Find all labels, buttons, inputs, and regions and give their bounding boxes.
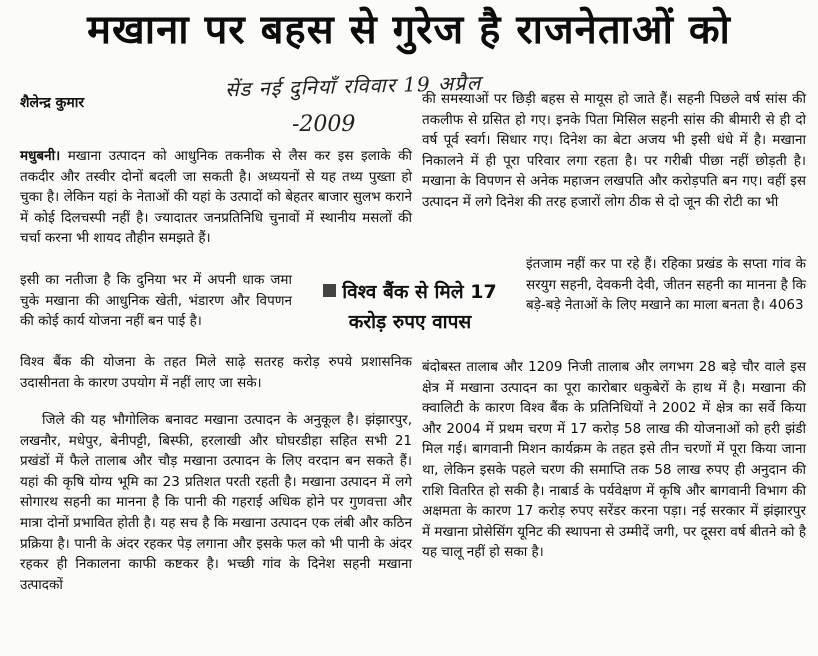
subheading-text: विश्व बैंक से मिले 17 करोड़ रुपए वापस bbox=[342, 281, 497, 333]
bullet-square-icon bbox=[323, 284, 336, 297]
headline: मखाना पर बहस से गुरेज है राजनेताओं को bbox=[87, 6, 731, 53]
paragraph-right-2: इंतजाम नहीं कर पा रहे हैं। रहिका प्रखंड के सप्ता गांव के सरयुग सहनी, देवकनी देवी, जीतन सहनी का मानना है कि बड़े-बड़े नेताओं के लिए मखाने का माला बनता है। 4063 bbox=[526, 256, 806, 314]
paragraph-right-1: की समस्याओं पर छिड़ी बहस से मायूस हो जाते हैं। सहनी पिछले वर्ष सांस की तकलीफ से ग्रसित हो गए। इनके पिता मिसिल सहनी सांस की बीमारी से ही दो वर्ष पूर्व स्वर्ग। सिधार गए। दिनेश का बेटा अजय भी इसी धंधे में है। मखाना निकालने में ही पूरा परिवार लगा रहता है। पर गरीबी पीछा नहीं छोड़ती है। मखाना के विपणन से अनेक महाजन लखपति और करोड़पति बन गए। वहीं इस उत्पादन में लगे दिनेश की तरह हजारों लोग ठीक से दो जून की रोटी का भी bbox=[422, 91, 806, 210]
byline: शैलेन्द्र कुमार bbox=[20, 95, 85, 111]
paragraph-geography: जिले की यह भौगोलिक बनावट मखाना उत्पादन के अनुकूल है। झंझारपुर, लखनौर, मधेपुर, बेनीपट्टी, बिस्फी, हरलाखी और घोघरडीहा सहित सभी 21 प्रखंडों में फैले तालाब और चौड़ मखाना उत्पादन के लिए वरदान बन सकते हैं। यहां की कृषि योग्य भूमि का 23 प्रतिशत परती रहती है। मखाना उत्पादन में लगे सोगारथ सहनी का मानना है कि पानी की गहराई अधिक होने पर गुणवत्ता और मात्रा दोनों प्रभावित होती है। यह सच है कि मखाना उत्पादन एक लंबी और कठिन प्रक्रिया है। पानी के अंदर रहकर पेड़ लगाना और इसके फल को भी पानी के अंदर रहकर ही निकालना काफी कष्टकर है। भच्छी गांव के दिनेश सहनी मखाना उत्पादकों bbox=[20, 412, 412, 593]
handwritten-year: -2009 bbox=[292, 112, 356, 137]
dateline: मधुबनी। bbox=[20, 148, 61, 164]
handwritten-note: सेंड नई दुनियाँ रविवार 19 अप्रैल bbox=[224, 70, 482, 102]
paragraph-intro-continued: इसी का नतीजा है कि दुनिया भर में अपनी धाक जमा चुके मखाना की आधुनिक खेती, भंडारण और विपणन की कोई कार्य योजना नहीं बन पाई है। bbox=[20, 272, 292, 330]
paragraph-intro bbox=[20, 146, 412, 249]
subheading bbox=[304, 277, 516, 337]
paragraph-right-3: बंदोबस्त तालाब और 1209 निजी तालाब और लगभग 28 बड़े चौर वाले इस क्षेत्र में मखाना उत्पादन का पूरा कारोबार धकुबेरों के हाथ में है। मखाना की क्वालिटी के कारण विश्व बैंक के प्रतिनिधियों ने 2002 में क्षेत्र का सर्वे किया और 2004 में प्रथम चरण में 17 करोड़ 58 लाख की योजनाओं को हरी झंडी मिल गई। बागवानी मिशन कार्यक्रम के तहत इसे तीन चरणों में पूरा किया जाना था, लेकिन इसके पहले चरण की समाप्ति तक 58 लाख रुपए ही अनुदान की राशि वितरित हो सकी है। नाबार्ड के पर्यवेक्षण में कृषि और बागवानी विभाग की अक्षमता के कारण 17 करोड़ रुपए सरेंडर करना पड़ा। नई सरकार में झंझारपुर में मखाना प्रोसेसिंग यूनिट की स्थापना से उम्मीदें जगी, पर दूसरा वर्ष बीतने को है यह चालू नहीं हो सका है। bbox=[422, 359, 806, 561]
paragraph-world-bank: विश्व बैंक की योजना के तहत मिले साढ़े सतरह करोड़ रुपये प्रशासनिक उदासीनता के कारण उपयोग में नहीं लाए जा सके। bbox=[20, 354, 412, 391]
paragraph-intro-text: मखाना उत्पादन को आधुनिक तकनीक से लैस कर इस इलाके की तकदीर और तस्वीर दोनों बदली जा सकती है। अध्ययनों से यह तथ्य पुख्ता हो चुका है। लेकिन यहां के नेताओं की यहां के उत्पादों को बेहतर बाजार सुलभ कराने में कोई दिलचस्पी नहीं है। ज्यादातर जनप्रतिनिधि चुनावों में स्थानीय मसलों की चर्चा करना भी शायद तौहीन समझते हैं। bbox=[20, 148, 412, 247]
